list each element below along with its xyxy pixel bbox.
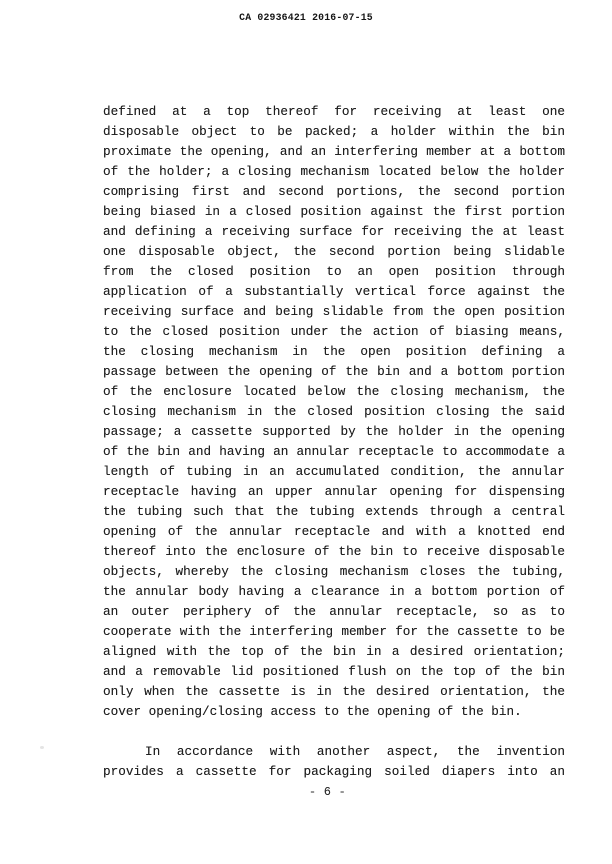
text-line: passage; a cassette supported by the holder in the opening [103, 424, 565, 439]
text-line: one disposable object, the second portion being slidable [103, 244, 565, 259]
text-line: the annular body having a clearance in a bottom portion of [103, 584, 565, 599]
text-line: being biased in a closed position against the first portion [103, 204, 565, 219]
text-line: aligned with the top of the bin in a desired orientation; [103, 644, 565, 659]
text-line: disposable object to be packed; a holder within the bin [103, 124, 565, 139]
document-id-header: CA 02936421 2016-07-15 [239, 12, 373, 23]
scan-artifact [40, 746, 44, 749]
text-line: thereof into the enclosure of the bin to receive disposable [103, 544, 565, 559]
text-line: of the holder; a closing mechanism located below the holder [103, 164, 565, 179]
text-line: and defining a receiving surface for receiving the at least [103, 224, 565, 239]
text-line: closing mechanism in the closed position closing the said [103, 404, 565, 419]
text-line: an outer periphery of the annular receptacle, so as to [103, 604, 565, 619]
text-line: cooperate with the interfering member for the cassette to be [103, 624, 565, 639]
document-body [103, 102, 565, 782]
text-line: proximate the opening, and an interfering member at a bottom [103, 144, 565, 159]
text-line: of the bin and having an annular receptacle to accommodate a [103, 444, 565, 459]
text-line: opening of the annular receptacle and with a knotted end [103, 524, 565, 539]
text-line: In accordance with another aspect, the invention [145, 744, 565, 759]
text-line: receptacle having an upper annular opening for dispensing [103, 484, 565, 499]
text-line: and a removable lid positioned flush on the top of the bin [103, 664, 565, 679]
text-line: objects, whereby the closing mechanism closes the tubing, [103, 564, 565, 579]
text-line: only when the cassette is in the desired orientation, the [103, 684, 565, 699]
text-line: the tubing such that the tubing extends through a central [103, 504, 565, 519]
text-line: to the closed position under the action of biasing means, [103, 324, 565, 339]
paragraph-continuation [103, 102, 565, 722]
page-number: - 6 - [309, 785, 347, 799]
text-line: from the closed position to an open position through [103, 264, 565, 279]
text-line: length of tubing in an accumulated condition, the annular [103, 464, 565, 479]
text-line: receiving surface and being slidable from the open position [103, 304, 565, 319]
text-line: of the enclosure located below the closing mechanism, the [103, 384, 565, 399]
text-line: defined at a top thereof for receiving at least one [103, 104, 565, 119]
text-line: cover opening/closing access to the opening of the bin. [103, 704, 522, 719]
text-line: passage between the opening of the bin and a bottom portion [103, 364, 565, 379]
text-line: provides a cassette for packaging soiled diapers into an [103, 764, 565, 779]
text-line: the closing mechanism in the open position defining a [103, 344, 565, 359]
paragraph-another-aspect [103, 742, 565, 782]
text-line: application of a substantially vertical force against the [103, 284, 565, 299]
text-line: comprising first and second portions, the second portion [103, 184, 565, 199]
